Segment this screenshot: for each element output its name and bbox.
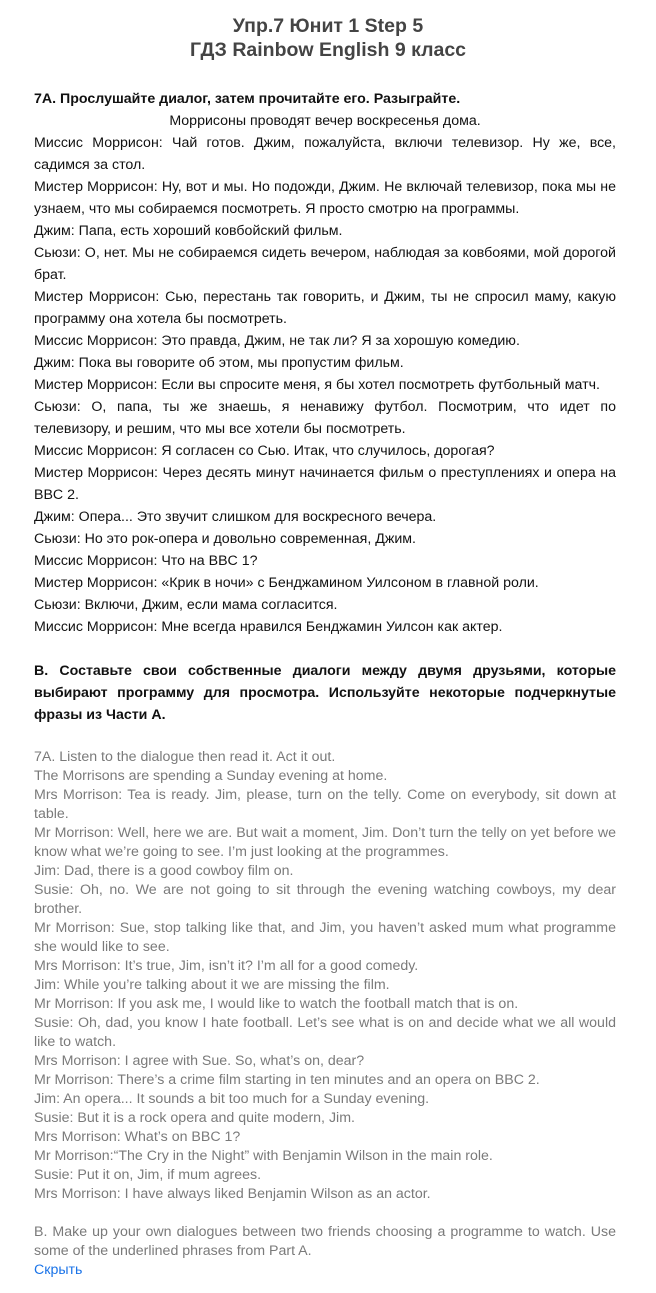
en-dialogue-line: Mr Morrison: If you ask me, I would like to watch the football match that is on. [34, 996, 519, 1012]
page-title-line-2: ГДЗ Rainbow English 9 класс [189, 39, 467, 61]
ru-intro: Моррисоны проводят вечер воскресенья дома. [169, 113, 481, 129]
ru-dialogue-line: Мистер Моррисон: Через десять минут начинается фильм о преступлениях и опера на BBC 2. [34, 465, 616, 503]
en-dialogue-line: Mr Morrison:“The Cry in the Night” with Benjamin Wilson in the main role. [34, 1148, 493, 1164]
ru-dialogue-line: Миссис Моррисон: Мне всегда нравился Бенджамин Уилсон как актер. [34, 619, 503, 635]
en-dialogue-line: Mr Morrison: Well, here we are. But wait a moment, Jim. Don’t turn the telly on yet before we know what we’re going to see. I’m just looking at the programmes. [34, 825, 616, 860]
en-dialogue-line: Susie: Put it on, Jim, if mum agrees. [34, 1167, 262, 1183]
en-dialogue-line: Mr Morrison: There’s a crime film starting in ten minutes and an opera on BBC 2. [34, 1072, 540, 1088]
ru-dialogue-line: Сьюзи: О, папа, ты же знаешь, я ненавижу футбол. Посмотрим, что идет по телевизору, и решим, что мы все хотели бы посмотреть. [34, 399, 616, 437]
en-dialogue-line: Jim: While you’re talking about it we are missing the film. [34, 977, 390, 993]
ru-dialogue-line: Мистер Моррисон: Сью, перестань так говорить, и Джим, ты не спросил маму, какую программу она хотела бы посмотреть. [34, 289, 616, 327]
russian-translation [34, 88, 616, 726]
en-dialogue-line: Susie: But it is a rock opera and quite modern, Jim. [34, 1110, 355, 1126]
en-dialogue-line: Mrs Morrison: It’s true, Jim, isn’t it? I’m all for a good comedy. [34, 958, 419, 974]
english-original [34, 748, 616, 1280]
ru-dialogue-line: Джим: Папа, есть хороший ковбойский фильм. [34, 223, 343, 239]
en-dialogue-line: Mrs Morrison: Tea is ready. Jim, please, turn on the telly. Come on everybody, sit down at table. [34, 787, 616, 822]
exercise-content [34, 88, 616, 1280]
ru-dialogue-line: Мистер Моррисон: «Крик в ночи» с Бенджамином Уилсоном в главной роли. [34, 575, 539, 591]
ru-task-a-heading: 7A. Прослушайте диалог, затем прочитайте его. Разыграйте. [34, 91, 461, 107]
ru-dialogue-line: Сьюзи: Включи, Джим, если мама согласится. [34, 597, 338, 613]
en-dialogue-line: Jim: Dad, there is a good cowboy film on. [34, 863, 294, 879]
ru-dialogue-line: Сьюзи: Но это рок-опера и довольно современная, Джим. [34, 531, 416, 547]
ru-dialogue-line: Джим: Пока вы говорите об этом, мы пропустим фильм. [34, 355, 404, 371]
ru-dialogue-line: Миссис Моррисон: Это правда, Джим, не так ли? Я за хорошую комедию. [34, 333, 520, 349]
en-dialogue-line: Mrs Morrison: What’s on BBC 1? [34, 1129, 241, 1145]
ru-dialogue-line: Сьюзи: О, нет. Мы не собираемся сидеть вечером, наблюдая за ковбоями, мой дорогой брат. [34, 245, 616, 283]
ru-dialogue-line: Миссис Моррисон: Я согласен со Сью. Итак, что случилось, дорогая? [34, 443, 495, 459]
ru-dialogue-line: Джим: Опера... Это звучит слишком для воскресного вечера. [34, 509, 437, 525]
en-dialogue-line: Susie: Oh, no. We are not going to sit through the evening watching cowboys, my dear brother. [34, 882, 616, 917]
ru-dialogue-line: Миссис Моррисон: Чай готов. Джим, пожалуйста, включи телевизор. Ну же, все, садимся за стол. [34, 135, 616, 173]
en-intro: The Morrisons are spending a Sunday evening at home. [34, 768, 388, 784]
ru-dialogue-line: Миссис Моррисон: Что на BBC 1? [34, 553, 258, 569]
en-dialogue-line: Mrs Morrison: I have always liked Benjamin Wilson as an actor. [34, 1186, 431, 1202]
en-task-b-heading: B. Make up your own dialogues between two friends choosing a programme to watch. Use some of the underlined phrases from Part A. [34, 1224, 616, 1259]
ru-task-b-heading: B. Составьте свои собственные диалоги между двумя друзьями, которые выбирают программу для просмотра. Используйте некоторые подчеркнутые фразы из Части A. [34, 663, 616, 723]
page-title [0, 14, 656, 62]
ru-dialogue-line: Мистер Моррисон: Ну, вот и мы. Но подожди, Джим. Не включай телевизор, пока мы не узнаем, что мы собираемся посмотреть. Я просто смотрю на программы. [34, 179, 616, 217]
hide-link[interactable]: Скрыть [34, 1262, 83, 1278]
en-dialogue-line: Susie: Oh, dad, you know I hate football. Let’s see what is on and decide what we all would like to watch. [34, 1015, 616, 1050]
en-dialogue-line: Mr Morrison: Sue, stop talking like that, and Jim, you haven’t asked mum what programme she would like to see. [34, 920, 616, 955]
en-dialogue-line: Jim: An opera... It sounds a bit too much for a Sunday evening. [34, 1091, 430, 1107]
en-dialogue-line: Mrs Morrison: I agree with Sue. So, what’s on, dear? [34, 1053, 365, 1069]
ru-dialogue-line: Мистер Моррисон: Если вы спросите меня, я бы хотел посмотреть футбольный матч. [34, 377, 600, 393]
page-title-line-1: Упр.7 Юнит 1 Step 5 [232, 15, 424, 37]
en-task-a-heading: 7A. Listen to the dialogue then read it. Act it out. [34, 749, 336, 765]
